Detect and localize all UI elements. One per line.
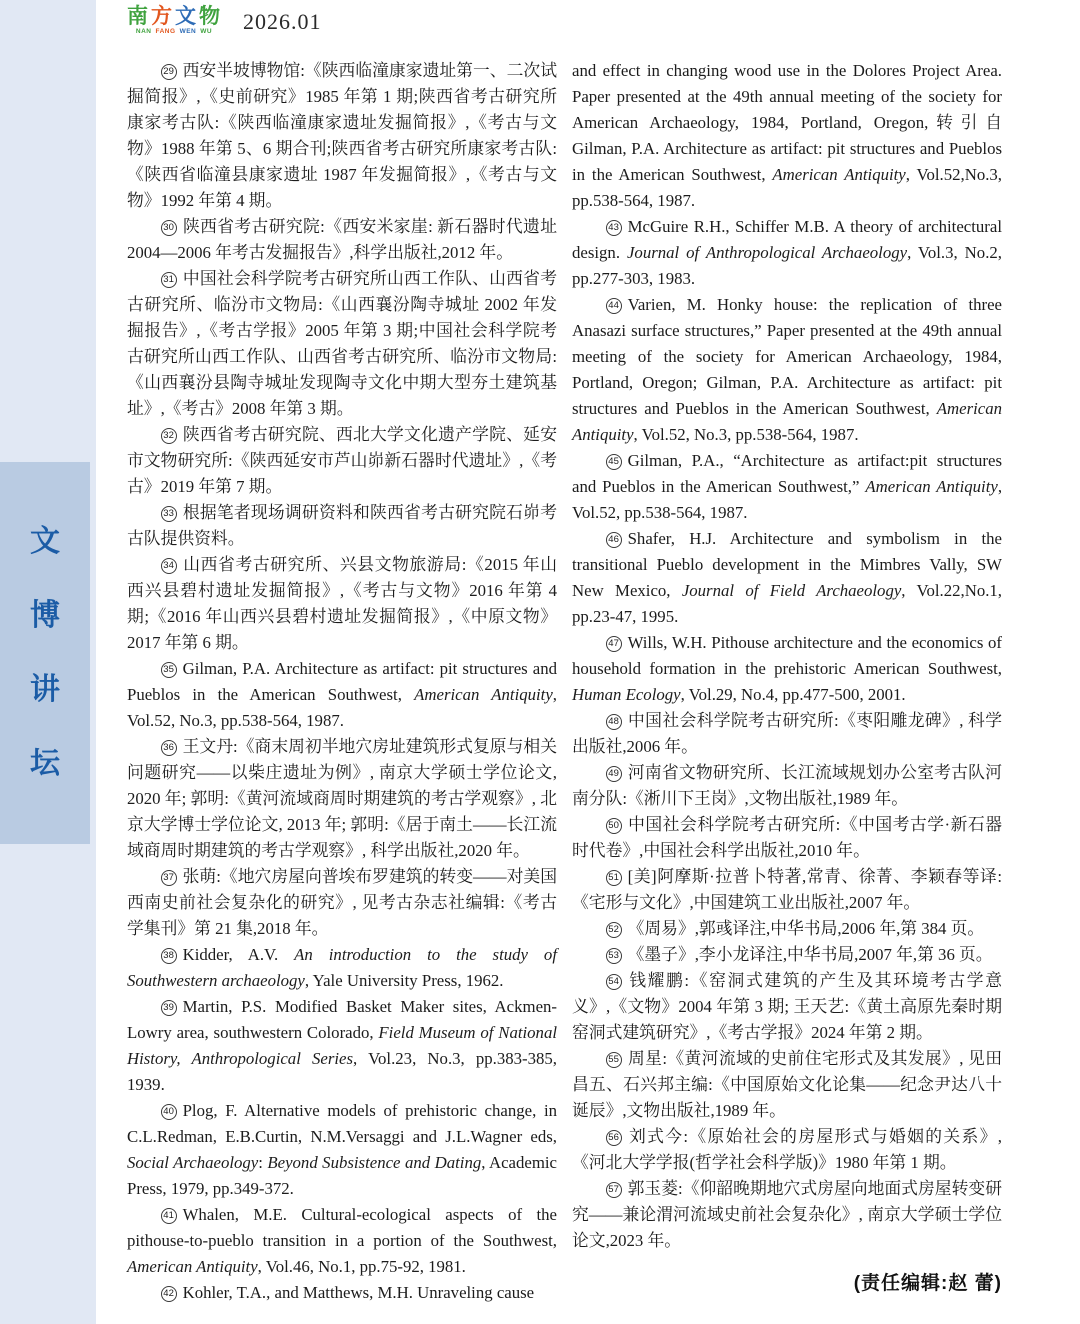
- sidebar-vertical-char: 坛: [30, 747, 60, 780]
- reference-text-italic: American Antiquity: [572, 399, 1002, 444]
- reference-number-badge: 55: [606, 1052, 622, 1068]
- reference-number-badge: 42: [161, 1286, 177, 1302]
- reference-item-38: [127, 942, 557, 994]
- reference-text-italic: Human Ecology: [572, 685, 681, 704]
- reference-item-29: [127, 58, 557, 214]
- reference-text: [美]阿摩斯·拉普卜特著,常青、徐菁、李颖春等译:《宅形与文化》,中国建筑工业出版社,2007 年。: [572, 867, 1002, 912]
- reference-item-45: [572, 448, 1002, 526]
- logo-pinyin-word: WEN: [179, 28, 197, 35]
- logo-char: 文: [175, 4, 197, 28]
- responsible-editor-credit: (责任编辑:赵 蕾): [853, 1273, 1002, 1294]
- reference-text: Gilman, P.A., “Architecture as artifact:pit structures and Pueblos in the American Southwest,”: [572, 451, 1002, 496]
- reference-text: Martin, P.S. Modified Basket Maker sites, Ackmen-Lowry area, southwestern Colorado,: [127, 997, 557, 1042]
- reference-number-badge: 38: [161, 948, 177, 964]
- reference-text: , Vol.23, No.3, pp.383-385, 1939.: [127, 1049, 557, 1094]
- reference-text-italic: American Antiquity: [772, 165, 906, 184]
- reference-text: 《墨子》,李小龙译注,中华书局,2007 年,第 36 页。: [627, 945, 993, 964]
- reference-text: , Academic Press, 1979, pp.349-372.: [127, 1153, 557, 1198]
- reference-number-badge: 48: [606, 714, 622, 730]
- logo-pinyin-word: WU: [200, 28, 213, 35]
- reference-number-badge: 39: [161, 1000, 177, 1016]
- reference-text: 王文丹:《商末周初半地穴房址建筑形式复原与相关问题研究——以柴庄遗址为例》, 南京大学硕士学位论文, 2020 年; 郭明:《黄河流域商周时期建筑的考古学观察》, 北京大学博士学位论文, 2013 年; 郭明:《居于南土——长江流域商周时期建筑的考古学观察》, 科学出版社,2020 年。: [127, 737, 557, 860]
- reference-text-italic: An introduction to the study of Southwestern archaeology: [127, 945, 557, 990]
- reference-item-55: [572, 1046, 1002, 1124]
- reference-text: 陕西省考古研究院:《西安米家崖: 新石器时代遗址 2004—2006 年考古发掘报告》,科学出版社,2012 年。: [127, 217, 557, 262]
- journal-logo-pinyin: [136, 29, 212, 36]
- reference-text: 钱耀鹏:《窑洞式建筑的产生及其环境考古学意义》,《文物》2004 年第 3 期; 王天艺:《黄土高原先秦时期窑洞式建筑研究》,《考古学报》2024 年第 2 期。: [572, 971, 1002, 1042]
- references-column-left: [127, 58, 557, 1306]
- reference-text: , Vol.3, No.2, pp.277-303, 1983.: [572, 243, 1002, 288]
- sidebar-vertical-char: 讲: [30, 673, 60, 706]
- reference-number-badge: 31: [161, 272, 177, 288]
- logo-pinyin-word: FANG: [155, 28, 176, 35]
- reference-item-47: [572, 630, 1002, 708]
- reference-continuation: [572, 58, 1002, 214]
- logo-char: 方: [151, 4, 173, 28]
- reference-number-badge: 54: [606, 974, 622, 990]
- reference-text: Varien, M. Honky house: the replication of three Anasazi surface structures,” Paper presented at the 49th annual meeting of the society for American Archaeology, 1984, Portland, Oregon; Gilman, P.A. Architecture as artifact: pit structures and Pueblos in the American Southwest,: [572, 295, 1002, 418]
- reference-text: Plog, F. Alternative models of prehistoric change, in C.L.Redman, E.B.Curtin, N.M.Versaggi and J.L.Wagner eds,: [127, 1101, 557, 1146]
- reference-text: , Vol.52,No.3, pp.538-564, 1987.: [572, 165, 1003, 210]
- reference-item-53: [572, 942, 1002, 968]
- reference-text: 根据笔者现场调研资料和陕西省考古研究院石峁考古队提供资料。: [127, 503, 557, 548]
- reference-item-35: [127, 656, 557, 734]
- reference-text: Whalen, M.E. Cultural-ecological aspects of the pithouse-to-pueblo transition in a portion of the Southwest,: [127, 1205, 557, 1250]
- reference-text-italic: Social Archaeology: [127, 1153, 259, 1172]
- reference-text: 周星:《黄河流域的史前住宅形式及其发展》, 见田昌五、石兴邦主编:《中国原始文化论集——纪念尹达八十诞辰》,文物出版社,1989 年。: [572, 1049, 1002, 1120]
- reference-number-badge: 47: [606, 636, 622, 652]
- reference-item-46: [572, 526, 1002, 630]
- reference-text-italic: Journal of Anthropological Archaeology: [626, 243, 908, 262]
- reference-text: , Vol.29, No.4, pp.477-500, 2001.: [680, 685, 906, 704]
- reference-item-34: [127, 552, 557, 656]
- reference-number-badge: 36: [161, 740, 177, 756]
- reference-number-badge: 45: [606, 454, 622, 470]
- reference-item-50: [572, 812, 1002, 864]
- reference-number-badge: 49: [606, 766, 622, 782]
- reference-text-italic: Beyond Subsistence and Dating: [267, 1153, 482, 1172]
- reference-number-badge: 51: [606, 870, 622, 886]
- reference-number-badge: 40: [161, 1104, 177, 1120]
- reference-item-40: [127, 1098, 557, 1202]
- page-header: [127, 6, 322, 36]
- reference-item-41: [127, 1202, 557, 1280]
- reference-item-57: [572, 1176, 1002, 1254]
- reference-item-32: [127, 422, 557, 500]
- reference-text: :: [258, 1153, 268, 1172]
- reference-number-badge: 43: [606, 220, 622, 236]
- reference-text-italic: Field Museum of National History, Anthropological Series: [127, 1023, 557, 1068]
- reference-text-italic: American Antiquity: [414, 685, 553, 704]
- reference-text: 中国社会科学院考古研究所:《中国考古学·新石器时代卷》,中国社会科学出版社,2010 年。: [572, 815, 1002, 860]
- reference-number-badge: 41: [161, 1208, 177, 1224]
- reference-item-36: [127, 734, 557, 864]
- reference-number-badge: 57: [606, 1182, 622, 1198]
- journal-logo-characters: [127, 6, 221, 27]
- reference-number-badge: 46: [606, 532, 622, 548]
- reference-item-56: [572, 1124, 1002, 1176]
- reference-number-badge: 35: [161, 662, 177, 678]
- reference-text-italic: Journal of Field Archaeology: [681, 581, 902, 600]
- reference-number-badge: 44: [606, 298, 622, 314]
- reference-text: 郭玉菱:《仰韶晚期地穴式房屋向地面式房屋转变研究——兼论渭河流域史前社会复杂化》, 南京大学硕士学位论文,2023 年。: [572, 1179, 1002, 1250]
- reference-text: 刘式今:《原始社会的房屋形式与婚姻的关系》,《河北大学学报(哲学社会科学版)》1980 年第 1 期。: [572, 1127, 1002, 1172]
- references-column-right: [572, 58, 1002, 1254]
- reference-text: McGuire R.H., Schiffer M.B. A theory of architectural design.: [572, 217, 1002, 262]
- reference-text: 陕西省考古研究院、西北大学文化遗产学院、延安市文物研究所:《陕西延安市芦山峁新石器时代遗址》,《考古》2019 年第 7 期。: [127, 425, 557, 496]
- reference-text-italic: American Antiquity: [127, 1257, 258, 1276]
- reference-item-33: [127, 500, 557, 552]
- reference-text: 西安半坡博物馆:《陕西临潼康家遗址第一、二次试掘简报》,《史前研究》1985 年第 1 期;陕西省考古研究所康家考古队:《陕西临潼康家遗址发掘简报》,《考古与文物》1988 年第 5、6 期合刊;陕西省考古研究所康家考古队:《陕西省临潼县康家遗址 1987 年发掘简报》,《考古与文物》1992 年第 4 期。: [127, 61, 557, 210]
- reference-number-badge: 33: [161, 506, 177, 522]
- reference-number-badge: 53: [606, 948, 622, 964]
- reference-item-48: [572, 708, 1002, 760]
- reference-item-44: [572, 292, 1002, 448]
- reference-item-37: [127, 864, 557, 942]
- reference-number-badge: 37: [161, 870, 177, 886]
- reference-text-italic: American Antiquity: [865, 477, 998, 496]
- sidebar-vertical-char: 博: [30, 599, 60, 632]
- reference-item-42: [127, 1280, 557, 1306]
- reference-item-49: [572, 760, 1002, 812]
- reference-text: 张萌:《地穴房屋向普埃布罗建筑的转变——对美国西南史前社会复杂化的研究》, 见考古杂志社编辑:《考古学集刊》第 21 集,2018 年。: [127, 867, 557, 938]
- reference-text: Wills, W.H. Pithouse architecture and the economics of household formation in the prehistoric American Southwest,: [572, 633, 1002, 678]
- reference-number-badge: 34: [161, 558, 177, 574]
- reference-text: 《周易》,郭彧译注,中华书局,2006 年,第 384 页。: [627, 919, 985, 938]
- reference-text: , Vol.52, pp.538-564, 1987.: [572, 477, 1003, 522]
- section-tab-wenbo-jiangtan: [0, 462, 90, 844]
- reference-number-badge: 52: [606, 922, 622, 938]
- reference-item-51: [572, 864, 1002, 916]
- reference-text: and effect in changing wood use in the Dolores Project Area. Paper presented at the 49th annual meeting of the society for American Archaeology, 1984, Portland, Oregon,转引自 Gilman, P.A. Architecture as artifact: pit structures and Pueblos in the American Southwest,: [572, 61, 1002, 184]
- reference-text: Kidder, A.V.: [182, 945, 295, 964]
- reference-number-badge: 32: [161, 428, 177, 444]
- sidebar-vertical-char: 文: [30, 525, 60, 558]
- reference-text: , Vol.22,No.1, pp.23-47, 1995.: [572, 581, 1002, 626]
- reference-text: , Vol.46, No.1, pp.75-92, 1981.: [257, 1257, 466, 1276]
- logo-char: 南: [127, 4, 149, 28]
- journal-logo: [127, 6, 221, 36]
- reference-text: , Yale University Press, 1962.: [304, 971, 504, 990]
- reference-text: 中国社会科学院考古研究所:《枣阳雕龙碑》, 科学出版社,2006 年。: [572, 711, 1002, 756]
- reference-item-43: [572, 214, 1002, 292]
- reference-text: 河南省文物研究所、长江流域规划办公室考古队河南分队:《淅川下王岗》,文物出版社,1989 年。: [572, 763, 1002, 808]
- issue-number: 2026.01: [243, 9, 322, 34]
- reference-item-54: [572, 968, 1002, 1046]
- logo-pinyin-word: NAN: [135, 28, 152, 35]
- logo-char: 物: [199, 4, 221, 28]
- reference-text: Kohler, T.A., and Matthews, M.H. Unraveling cause: [182, 1283, 535, 1302]
- reference-item-30: [127, 214, 557, 266]
- reference-number-badge: 56: [606, 1130, 622, 1146]
- reference-item-39: [127, 994, 557, 1098]
- reference-number-badge: 30: [161, 220, 177, 236]
- reference-item-52: [572, 916, 1002, 942]
- reference-text: Gilman, P.A. Architecture as artifact: pit structures and Pueblos in the American Southwest,: [127, 659, 557, 704]
- reference-item-31: [127, 266, 557, 422]
- reference-text: Shafer, H.J. Architecture and symbolism in the transitional Pueblo development in the Mimbres Vally, SW New Mexico,: [572, 529, 1002, 600]
- reference-number-badge: 50: [606, 818, 622, 834]
- reference-text: 中国社会科学院考古研究所山西工作队、山西省考古研究所、临汾市文物局:《山西襄汾陶寺城址 2002 年发掘报告》,《考古学报》2005 年第 3 期;中国社会科学院考古研究所山西工作队、山西省考古研究所、临汾市文物局:《山西襄汾县陶寺城址发现陶寺文化中期大型夯土建筑基址》,《考古》2008 年第 3 期。: [127, 269, 557, 418]
- reference-number-badge: 29: [161, 64, 177, 80]
- reference-text: 山西省考古研究所、兴县文物旅游局:《2015 年山西兴县碧村遗址发掘简报》,《考古与文物》2016 年第 4 期;《2016 年山西兴县碧村遗址发掘简报》,《中原文物》2017 年第 6 期。: [127, 555, 557, 652]
- reference-text: , Vol.52, No.3, pp.538-564, 1987.: [633, 425, 859, 444]
- reference-text: , Vol.52, No.3, pp.538-564, 1987.: [127, 685, 557, 730]
